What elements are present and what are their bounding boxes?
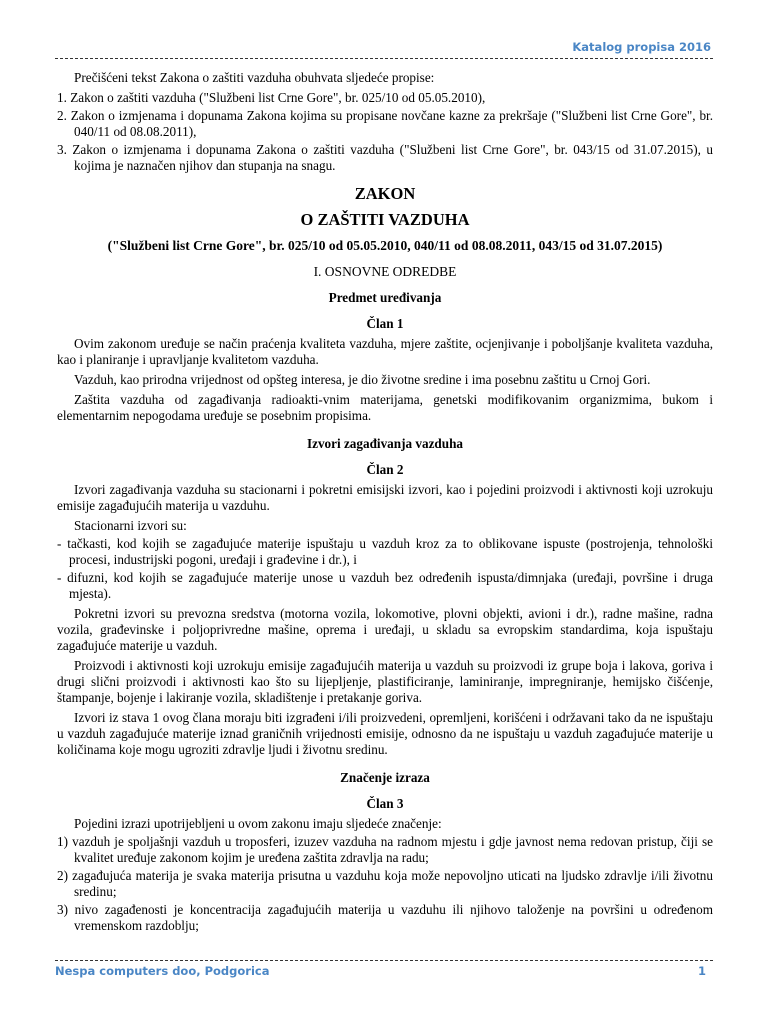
catalog-title: Katalog propisa 2016 <box>572 40 711 54</box>
document-body <box>57 70 713 938</box>
section-heading: Predmet uređivanja <box>328 290 442 305</box>
intro-item: 1. Zakon o zaštiti vazduha ("Službeni list Crne Gore", br. 025/10 od 05.05.2010), <box>57 90 486 105</box>
footer-divider <box>55 960 713 961</box>
intro-item: 2. Zakon o izmjenama i dopunama Zakona kojima su propisane novčane kazne za prekršaje ("Službeni list Crne Gore", br. 040/11 od 08.08.2011), <box>57 108 713 139</box>
page-number: 1 <box>697 964 706 978</box>
paragraph: Vazduh, kao prirodna vrijednost od opšteg interesa, je dio životne sredine i ima posebnu zaštitu u Crnoj Gori. <box>74 372 651 387</box>
list-item: 1) vazduh je spoljašnji vazduh u troposferi, izuzev vazduha na radnom mjestu i gdje javnost nema redovan pristup, čiji se kvalitet uređuje zakonom kojim je uređena zaštita zdravlja na radu; <box>57 834 713 865</box>
page-header <box>55 38 713 59</box>
intro-item: 3. Zakon o izmjenama i dopunama Zakona o zaštiti vazduha ("Službeni list Crne Gore", br. 043/15 od 31.07.2015), u kojima je naznačen njihov dan stupanja na snagu. <box>57 142 713 173</box>
article-heading: Član 3 <box>366 796 404 811</box>
footer-company: Nespa computers doo, Podgorica <box>55 964 270 978</box>
list-item: 2) zagađujuća materija je svaka materija prisutna u vazduhu koja može nepovoljno uticati na ljudsko zdravlje i/ili životnu sredinu; <box>57 868 713 899</box>
paragraph: Zaštita vazduha od zagađivanja radioakti-vnim materijama, genetski modifikovanim organizmima, bukom i elementarnim nepogodama uređuje se posebnim propisima. <box>57 392 713 423</box>
list-item: - difuzni, kod kojih se zagađujuće materije unose u vazduh bez određenih ispusta/dimnjaka (uređaji, površine i druga mjesta). <box>57 570 713 601</box>
paragraph: Pojedini izrazi upotrijebljeni u ovom zakonu imaju sljedeće značenje: <box>74 816 442 831</box>
section-heading: Značenje izraza <box>340 770 430 785</box>
article-heading: Član 2 <box>366 462 404 477</box>
paragraph: Ovim zakonom uređuje se način praćenja kvaliteta vazduha, mjere zaštite, ocjenjivanje i poboljšanje kvaliteta vazduha, kao i planiranje i upravljanje kvalitetom vazduha. <box>57 336 713 367</box>
list-item: - tačkasti, kod kojih se zagađujuće materije ispuštaju u vazduh kroz za to oblikovane ispuste (postrojenja, tehnološki procesi, industrijski pogoni, uređaji i građevine i dr.), i <box>57 536 713 567</box>
law-subtitle: O ZAŠTITI VAZDUHA <box>300 210 470 229</box>
intro-lead: Prečišćeni tekst Zakona o zaštiti vazduha obuhvata sljedeće propise: <box>74 70 435 85</box>
section-heading: Izvori zagađivanja vazduha <box>306 436 464 451</box>
paragraph: Proizvodi i aktivnosti koji uzrokuju emisije zagađujućih materija u vazduh su proizvodi iz grupe boja i lakova, goriva i drugi slični proizvodi i aktivnosti kao što su lijepljenje, plastificiranje, laminiranje, impregniranje, hemijsko čišćenje, štampanje, bojenje i lakiranje vozila, skladištenje i pretakanje goriva. <box>57 658 713 705</box>
part-heading: I. OSNOVNE ODREDBE <box>313 264 457 279</box>
paragraph: Izvori iz stava 1 ovog člana moraju biti izgrađeni i/ili proizvedeni, opremljeni, korišćeni i održavani tako da ne ispuštaju u vazduh zagađujuće materije iznad graničnih vrijednosti emisije, odnosno da ne ispuštaju u vazduh zagađujuće materije u količinama koje mogu ugroziti zdravlje ljudi i životnu sredinu. <box>57 710 713 757</box>
paragraph: Stacionarni izvori su: <box>74 518 187 533</box>
paragraph: Izvori zagađivanja vazduha su stacionarni i pokretni emisijski izvori, kao i pojedini proizvodi i aktivnosti koji uzrokuju emisije zagađujućih materija u vazduhu. <box>57 482 713 513</box>
law-gazette: ("Službeni list Crne Gore", br. 025/10 od 05.05.2010, 040/11 od 08.08.2011, 043/15 od 31.07.2015) <box>107 238 663 253</box>
list-item: 3) nivo zagađenosti je koncentracija zagađujućih materija u vazduhu ili njihovo taloženje na površini u određenom vremenskom razdoblju; <box>57 902 713 933</box>
law-title: ZAKON <box>354 184 416 203</box>
article-heading: Član 1 <box>366 316 404 331</box>
paragraph: Pokretni izvori su prevozna sredstva (motorna vozila, lokomotive, plovni objekti, avioni i dr.), radne mašine, radna vozila, građevinske i poljoprivredne mašine, oprema i uređaji, u skladu sa evropskim standardima, koja ispuštaju zagađujuće materije u vazduh. <box>57 606 713 653</box>
